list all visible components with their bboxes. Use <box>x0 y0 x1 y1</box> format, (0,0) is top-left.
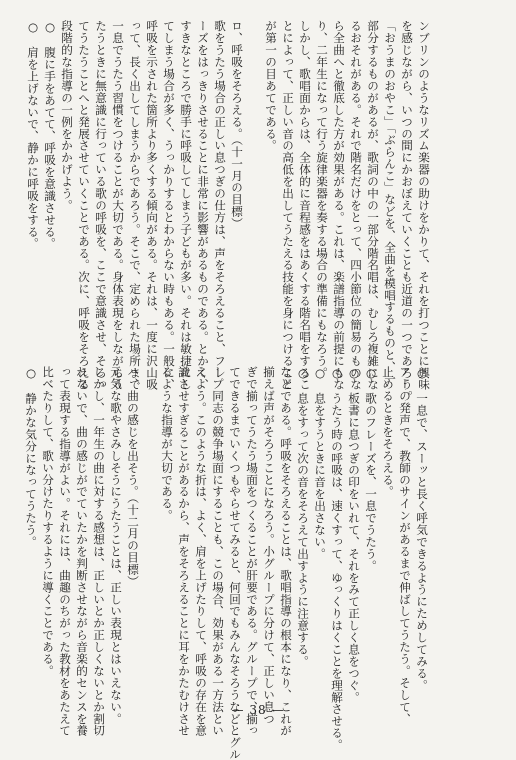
text-line: しかし、一年生の曲に対する感想は、正しいとか正しくないとか割切 <box>92 366 106 737</box>
text-line: ○ 静かな気分になってうたう。 <box>24 366 38 548</box>
text-line: ープ同志の競争場面にすることも、この場合、効果がある一方法とい <box>211 366 225 737</box>
text-line: などである。呼吸をそろえることは、歌唱指導の根本になり、これが <box>279 366 293 737</box>
text-line: ーズをはっきりさせることに非常に影響があるものである。とかく、 <box>196 20 210 391</box>
text-line: って表現する指導がよい。それには、曲趣のちがった教材をあたえて <box>58 366 72 737</box>
text-line: ○ 息をすって次の音をそろえて出すように注意する。 <box>296 366 310 668</box>
text-line: とによって、正しい音の高低を出してうたえる技能を身につけること <box>281 20 295 391</box>
text-line: えよう。このような折は、よく、肩を上げたりして、呼吸の存在を意 <box>194 366 208 737</box>
text-line: 段階的な指導の一例をかかげよう。 <box>60 20 74 212</box>
text-line: を感じながら、いつの間にかおぼえていくことも近道の一つであろう。 <box>400 20 414 403</box>
text-line: ぎで揃ってうたう場面をつくることが肝要である。グループで、揃っ <box>245 366 259 737</box>
text-line: ○ 息をすうときに音を出さない。 <box>313 366 327 560</box>
text-line: り、二年生になって行う旋律楽器を奏する場合の準備にもなろう。 <box>315 20 329 379</box>
text-line: 呼吸を示された箇所より多くする傾向がある。それは、一度に沢山吸 <box>145 20 159 391</box>
text-line: アーの発声で、教師のサインがあるまで伸ばしてうたう。そして、 <box>398 366 412 725</box>
text-line: れないで、曲の感じがでていたかを判断させながら音楽的センスを養 <box>75 366 89 737</box>
text-line: ○ うたう時の呼吸は、速くすって、ゆっくりはくことを理解させる。 <box>330 366 344 751</box>
text-line: ンブリンのようなリズム楽器の助けをかりて、それを打つことに興味 <box>417 20 431 391</box>
text-line: たうときに無意識に行っている歌の呼吸を、ここで意識させ、そろっ <box>94 20 108 391</box>
text-line: 元気な歌やさみしそうにうたうことは、正しい表現とはいえない。 <box>109 366 123 725</box>
text-line: すきなところで勝手に呼吸してしまう子どもが多い。それは敏捷にし <box>179 20 193 391</box>
text-line: ら全曲へと徹底した方が効果がある。これは、楽譜指導の前提にもな <box>332 20 346 391</box>
text-line: 一息でうたう習慣をつけることが大切である。身体表現をしながらう <box>111 20 125 391</box>
text-line: ○ 腹に手をあてて、呼吸を意識させる。 <box>43 20 57 250</box>
text-line: 止めるときをそろえる。 <box>381 366 395 498</box>
text-line: 揃えば声がそろうことになろう。小グループに分けて、正しい息つ <box>262 366 276 725</box>
text-line: 部分するものがあるが、歌詞の中の一部分階名唱は、むしろ複雑にな <box>366 20 380 391</box>
text-line: てうたうことへと発展させていくことである。次に、呼吸をそろえる <box>77 20 91 391</box>
text-line: るような指導が大切である。 <box>160 366 174 522</box>
text-line: が第一の目あてである。 <box>264 20 278 152</box>
text-line: るおそれがある。それで階名だけをとって、四小節位の簡易のものな <box>349 20 363 391</box>
text-line: ○ 肩を上げないで、静かに呼吸をする。 <box>26 20 40 250</box>
text-line: ○ 板書に息つぎの印をいれて、それをみて正しく息をつぐ。 <box>347 366 361 703</box>
text-line: しかし、歌唱面からは、全体的に音程感をはあくする階名唱をするこ <box>298 20 312 391</box>
text-line: ハ、曲の感じを出そう。（十二月の目標） <box>126 366 140 588</box>
text-line: てできるまでいくつもやらせてみると、何回でもみんなそろうなどとグル <box>228 366 242 760</box>
text-line: ○ 歌のフレーズを、一息でうたう。 <box>364 366 378 572</box>
text-line: 「おうまのおやこ」「ぶらんこ」などを、全曲を模唱するものと、一 <box>383 20 397 385</box>
text-line: てしまう場合が多く、うっかりするとわからない時もある。一般に、 <box>162 20 176 391</box>
upper-text-block <box>24 20 432 403</box>
text-line <box>141 366 158 684</box>
text-line: ロ、呼吸をそろえる。（十一月の目標） <box>230 20 244 230</box>
text-line <box>245 20 262 360</box>
text-line: 識させすぎることがあるから、声をそろえることに耳をかたむけさせ <box>177 366 191 737</box>
page-number: — 38 — <box>231 703 285 717</box>
text-line: 比べたりして、歌い分けたりするように導くことである。 <box>41 366 55 677</box>
text-line: 歌をうたう場合の正しい息つぎの仕方は、声をそろえること、フレ <box>213 20 227 379</box>
text-line: ○ 一息で、スーッと長く呼気できるようにためしてみる。 <box>415 366 429 692</box>
text-line: って、長く出してしまうからであろう。そこで、定められた場所まで <box>128 20 142 391</box>
